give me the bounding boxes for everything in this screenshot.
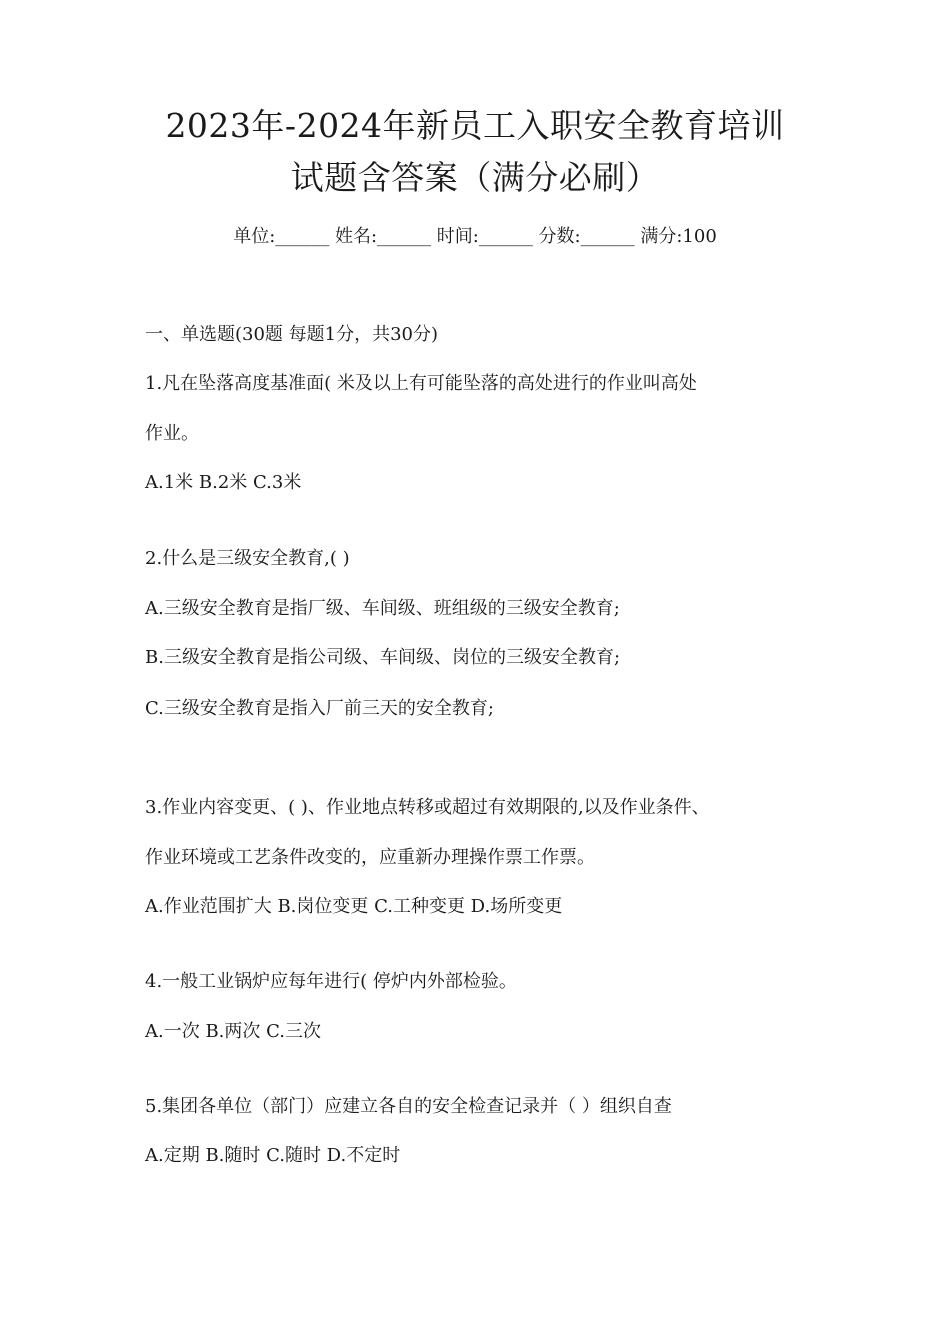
question-1-options: A.1米 B.2米 C.3米 bbox=[145, 472, 302, 493]
page-title-line-2: 试题含答案（满分必刷） bbox=[290, 158, 660, 197]
section-heading: 一、单选题(30题 每题1分，共30分) bbox=[145, 324, 439, 345]
question-4-options: A.一次 B.两次 C.三次 bbox=[145, 1021, 321, 1042]
question-2-option-a: A.三级安全教育是指厂级、车间级、班组级的三级安全教育; bbox=[145, 598, 620, 619]
question-2-option-b: B.三级安全教育是指公司级、车间级、岗位的三级安全教育; bbox=[145, 647, 621, 668]
question-2-option-c: C.三级安全教育是指入厂前三天的安全教育; bbox=[145, 698, 494, 719]
question-3-text-line-2: 作业环境或工艺条件改变的，应重新办理操作票工作票。 bbox=[145, 847, 595, 868]
exam-info-line: 单位:______ 姓名:______ 时间:______ 分数:______ 满分:100 bbox=[233, 226, 717, 247]
question-3-text-line-1: 3.作业内容变更、( )、作业地点转移或超过有效期限的,以及作业条件、 bbox=[145, 797, 710, 818]
question-4-text: 4.一般工业锅炉应每年进行( 停炉内外部检验。 bbox=[145, 971, 517, 992]
question-5-options: A.定期 B.随时 C.随时 D.不定时 bbox=[145, 1145, 401, 1166]
question-5-text: 5.集团各单位（部门）应建立各自的安全检查记录并（ ）组织自查 bbox=[145, 1096, 672, 1117]
question-1-text-line-2: 作业。 bbox=[145, 423, 199, 444]
question-1-text-line-1: 1.凡在坠落高度基准面( 米及以上有可能坠落的高处进行的作业叫高处 bbox=[145, 373, 697, 394]
question-2-text: 2.什么是三级安全教育,( ) bbox=[145, 548, 350, 569]
question-3-options: A.作业范围扩大 B.岗位变更 C.工种变更 D.场所变更 bbox=[145, 896, 563, 917]
page-title-line-1: 2023年-2024年新员工入职安全教育培训 bbox=[165, 106, 785, 145]
